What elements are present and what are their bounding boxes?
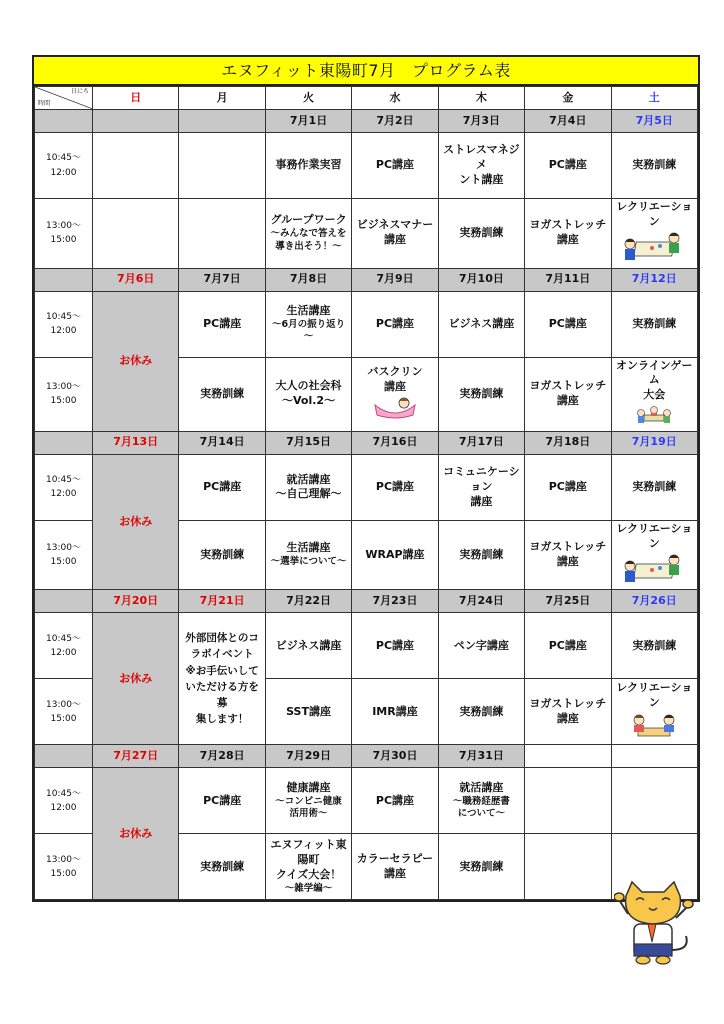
- program-cell: [93, 199, 179, 269]
- session-title: 実務訓練: [459, 386, 504, 400]
- corner-time-label: 時間: [38, 99, 51, 107]
- date-cell: 7月14日: [179, 431, 265, 454]
- time-slot-label: [35, 454, 93, 520]
- program-cell: [179, 199, 265, 269]
- program-cell: [438, 291, 524, 357]
- date-row-time-cell: [35, 431, 93, 454]
- date-cell: 7月27日: [93, 745, 179, 768]
- time-text: 15:00: [50, 868, 77, 879]
- time-slot-label: [35, 357, 93, 431]
- date-cell: 7月19日: [611, 431, 697, 454]
- program-cell: [611, 291, 697, 357]
- time-text: 12:00: [50, 647, 77, 658]
- rest-day-cell: お休み: [93, 613, 179, 745]
- time-slot-label: [35, 520, 93, 590]
- time-text: 15:00: [50, 557, 77, 568]
- session-note: ～6月の振り返り～: [271, 318, 346, 343]
- date-row: [35, 745, 698, 768]
- bath-icon: [354, 397, 435, 424]
- time-slot-row: [35, 613, 698, 679]
- program-cell: [265, 133, 351, 199]
- program-cell: [611, 679, 697, 745]
- game-icon: [614, 405, 695, 430]
- session-title: クイズ大会！: [275, 867, 342, 881]
- program-cell: [352, 133, 438, 199]
- session-title: 実務訓練: [200, 547, 245, 561]
- time-text: 13:00～: [46, 381, 81, 392]
- program-cell: [352, 291, 438, 357]
- session-title: 実務訓練: [632, 479, 677, 493]
- date-cell: 7月12日: [611, 268, 697, 291]
- session-title: PC講座: [375, 479, 415, 493]
- session-title: ～自己理解～: [275, 487, 342, 501]
- time-slot-label: [35, 613, 93, 679]
- program-cell: [611, 357, 697, 431]
- time-slot-label: [35, 199, 93, 269]
- session-title: PC講座: [375, 638, 415, 652]
- session-title: カラーセラピー: [356, 852, 434, 866]
- session-note: ～コンビニ健康: [275, 795, 342, 807]
- session-title: 大会: [643, 388, 666, 402]
- program-cell: [611, 520, 697, 590]
- program-cell: [525, 291, 611, 357]
- program-cell: [179, 768, 265, 834]
- program-cell: [352, 357, 438, 431]
- session-title: ビジネス講座: [448, 316, 515, 330]
- session-title: 就活講座: [286, 472, 331, 486]
- time-text: 15:00: [50, 713, 77, 724]
- session-title: PC講座: [375, 316, 415, 330]
- date-cell: 7月4日: [525, 110, 611, 133]
- date-cell: 7月2日: [352, 110, 438, 133]
- session-note: ～職務経歴書: [452, 795, 510, 807]
- program-cell: [265, 357, 351, 431]
- session-title: 就活講座: [459, 780, 504, 794]
- date-cell: 7月17日: [438, 431, 524, 454]
- session-title: ペン字講座: [453, 638, 509, 652]
- session-title: 講座: [383, 233, 406, 247]
- program-cell: [438, 199, 524, 269]
- program-cell: [525, 768, 611, 834]
- time-text: 10:45～: [46, 633, 81, 644]
- program-cell: [179, 357, 265, 431]
- program-cell: [352, 613, 438, 679]
- date-row-time-cell: [35, 110, 93, 133]
- time-text: 13:00～: [46, 542, 81, 553]
- time-slot-label: [35, 679, 93, 745]
- time-text: 12:00: [50, 802, 77, 813]
- session-title: PC講座: [548, 479, 587, 493]
- program-cell: [179, 834, 265, 900]
- date-cell: 7月25日: [525, 590, 611, 613]
- time-slot-label: [35, 291, 93, 357]
- date-cell: 7月1日: [265, 110, 351, 133]
- session-title: レクリエーション: [616, 521, 693, 550]
- session-title: 実務訓練: [459, 547, 504, 561]
- program-sheet: [32, 55, 700, 902]
- special-event-cell: [179, 613, 265, 745]
- program-cell: [438, 768, 524, 834]
- time-slot-row: [35, 454, 698, 520]
- session-title: 講座: [556, 394, 579, 408]
- session-note: ～雑学編～: [284, 882, 333, 894]
- date-cell: 7月15日: [265, 431, 351, 454]
- date-cell: 7月30日: [352, 745, 438, 768]
- session-title: ビジネスマナー: [356, 218, 434, 232]
- date-cell: 7月20日: [93, 590, 179, 613]
- time-text: 12:00: [50, 167, 77, 178]
- weekday-header: 日: [93, 87, 179, 110]
- program-cell: [265, 520, 351, 590]
- session-title: グループワーク: [270, 213, 347, 227]
- session-title: コミュニケーション: [443, 465, 520, 493]
- program-cell: [525, 357, 611, 431]
- date-cell: 7月7日: [179, 268, 265, 291]
- session-title: PC講座: [203, 316, 242, 330]
- session-title: 実務訓練: [632, 316, 677, 330]
- date-cell: [93, 110, 179, 133]
- time-text: 15:00: [50, 235, 77, 246]
- date-row: [35, 431, 698, 454]
- program-cell: [179, 520, 265, 590]
- time-text: 13:00～: [46, 699, 81, 710]
- date-cell: 7月13日: [93, 431, 179, 454]
- program-cell: [265, 679, 351, 745]
- program-cell: [179, 291, 265, 357]
- program-cell: [525, 199, 611, 269]
- program-cell: [438, 357, 524, 431]
- session-title: 実務訓練: [459, 859, 504, 873]
- session-title: 実務訓練: [459, 704, 504, 718]
- date-cell: 7月26日: [611, 590, 697, 613]
- rest-day-cell: お休み: [93, 768, 179, 900]
- session-title: 実務訓練: [200, 386, 245, 400]
- time-slot-label: [35, 133, 93, 199]
- session-title: PC講座: [203, 793, 242, 807]
- program-cell: [265, 768, 351, 834]
- date-row: [35, 590, 698, 613]
- program-cell: [525, 133, 611, 199]
- program-cell: [179, 133, 265, 199]
- program-cell: [438, 613, 524, 679]
- session-note: 活用術～: [289, 808, 328, 820]
- time-slot-label: [35, 768, 93, 834]
- program-cell: [438, 834, 524, 900]
- date-cell: 7月8日: [265, 268, 351, 291]
- session-title: 講座: [383, 379, 406, 393]
- program-cell: [352, 679, 438, 745]
- program-cell: [611, 199, 697, 269]
- session-title: 生活講座: [286, 541, 331, 555]
- session-title: ～Vol.2～: [282, 394, 336, 408]
- session-title: 講座: [470, 494, 493, 508]
- session-title: ビジネス講座: [275, 638, 342, 652]
- program-cell: [525, 613, 611, 679]
- date-cell: 7月22日: [265, 590, 351, 613]
- recreation-icon: [614, 232, 695, 267]
- session-title: 生活講座: [286, 303, 331, 317]
- boardgame-icon: [614, 712, 695, 743]
- date-cell: [179, 110, 265, 133]
- program-cell: [525, 834, 611, 900]
- date-row: [35, 268, 698, 291]
- session-note: ～みんなで答えを: [270, 227, 347, 239]
- corner-header-cell: [35, 87, 93, 110]
- program-cell: [265, 291, 351, 357]
- date-cell: 7月28日: [179, 745, 265, 768]
- program-cell: [352, 834, 438, 900]
- program-cell: [611, 613, 697, 679]
- program-cell: [265, 454, 351, 520]
- program-cell: [611, 454, 697, 520]
- time-slot-label: [35, 834, 93, 900]
- date-row-time-cell: [35, 268, 93, 291]
- time-text: 10:45～: [46, 475, 81, 486]
- session-title: SST講座: [286, 704, 331, 718]
- program-cell: [265, 199, 351, 269]
- time-text: 10:45～: [46, 311, 81, 322]
- session-title: ストレスマネジメ: [443, 143, 520, 172]
- time-text: 12:00: [50, 489, 77, 500]
- program-cell: [352, 454, 438, 520]
- program-cell: [611, 133, 697, 199]
- program-cell: [438, 679, 524, 745]
- event-text: 集します！: [195, 713, 249, 726]
- session-title: エヌフィット東陽町: [270, 838, 347, 867]
- recreation-icon: [614, 554, 695, 589]
- program-cell: [265, 613, 351, 679]
- date-row: [35, 110, 698, 133]
- weekday-header: 土: [611, 87, 697, 110]
- time-text: 10:45～: [46, 788, 81, 799]
- session-note: について～: [457, 808, 506, 820]
- event-text: いただける方を募: [185, 680, 259, 710]
- weekday-header: 金: [525, 87, 611, 110]
- session-title: 事務作業実習: [275, 158, 342, 172]
- session-title: 健康講座: [286, 780, 331, 794]
- program-cell: [93, 133, 179, 199]
- date-cell: 7月3日: [438, 110, 524, 133]
- session-title: ント講座: [459, 172, 504, 186]
- event-text: ラボイベント: [190, 648, 254, 661]
- session-note: ～選挙について～: [270, 556, 347, 568]
- program-cell: [352, 520, 438, 590]
- date-cell: 7月10日: [438, 268, 524, 291]
- program-cell: [525, 679, 611, 745]
- date-cell: [611, 745, 697, 768]
- session-title: PC講座: [375, 793, 415, 807]
- session-title: 講座: [383, 866, 406, 880]
- session-title: 実務訓練: [632, 158, 677, 172]
- session-title: ヨガストレッチ: [529, 540, 607, 554]
- time-text: 12:00: [50, 326, 77, 337]
- time-slot-row: [35, 133, 698, 199]
- session-title: 講座: [556, 555, 579, 569]
- program-cell: [265, 834, 351, 900]
- program-cell: [438, 133, 524, 199]
- weekday-header: 水: [352, 87, 438, 110]
- program-cell: [179, 454, 265, 520]
- session-title: ヨガストレッチ: [529, 379, 607, 393]
- time-text: 13:00～: [46, 854, 81, 865]
- weekday-header: 木: [438, 87, 524, 110]
- date-cell: 7月18日: [525, 431, 611, 454]
- time-text: 15:00: [50, 396, 77, 407]
- session-title: PC講座: [203, 479, 242, 493]
- date-cell: 7月24日: [438, 590, 524, 613]
- session-note: 導き出そう！～: [275, 240, 342, 252]
- time-slot-row: [35, 199, 698, 269]
- session-title: ヨガストレッチ: [529, 697, 607, 711]
- date-cell: 7月16日: [352, 431, 438, 454]
- session-title: PC講座: [548, 316, 587, 330]
- session-title: PC講座: [375, 158, 415, 172]
- time-text: 10:45～: [46, 153, 81, 164]
- program-cell: [438, 454, 524, 520]
- session-title: 大人の社会科: [275, 379, 342, 393]
- session-title: 実務訓練: [200, 859, 245, 873]
- program-cell: [352, 768, 438, 834]
- date-row-time-cell: [35, 590, 93, 613]
- date-row-time-cell: [35, 745, 93, 768]
- program-cell: [438, 520, 524, 590]
- session-title: IMR講座: [372, 704, 418, 718]
- date-cell: 7月5日: [611, 110, 697, 133]
- rest-day-cell: お休み: [93, 454, 179, 590]
- date-cell: [525, 745, 611, 768]
- program-cell: [525, 520, 611, 590]
- date-cell: 7月21日: [179, 590, 265, 613]
- session-title: 講座: [556, 711, 579, 725]
- session-title: オンラインゲーム: [616, 358, 693, 387]
- time-slot-row: [35, 291, 698, 357]
- date-cell: 7月29日: [265, 745, 351, 768]
- session-title: バスクリン: [367, 364, 423, 378]
- date-cell: 7月9日: [352, 268, 438, 291]
- session-title: WRAP講座: [365, 547, 425, 561]
- date-cell: 7月23日: [352, 590, 438, 613]
- date-cell: 7月31日: [438, 745, 524, 768]
- program-cell: [611, 768, 697, 834]
- session-title: 実務訓練: [632, 638, 677, 652]
- session-title: 講座: [556, 233, 579, 247]
- event-text: ※お手伝いして: [185, 664, 259, 677]
- weekday-header-row: [35, 87, 698, 110]
- session-title: PC講座: [548, 638, 587, 652]
- corner-day-label: 日にち: [70, 88, 89, 95]
- weekday-header: 火: [265, 87, 351, 110]
- program-cell: [352, 199, 438, 269]
- program-table: [34, 86, 698, 900]
- session-title: 実務訓練: [459, 225, 504, 239]
- date-cell: 7月6日: [93, 268, 179, 291]
- rest-day-cell: お休み: [93, 291, 179, 431]
- session-title: PC講座: [548, 158, 587, 172]
- time-slot-row: [35, 768, 698, 834]
- program-cell: [525, 454, 611, 520]
- date-cell: 7月11日: [525, 268, 611, 291]
- page-title: エヌフィット東陽町7月 プログラム表: [34, 57, 698, 86]
- event-text: 外部団体とのコ: [185, 632, 259, 645]
- cat-mascot-icon: [614, 880, 694, 970]
- session-title: レクリエーション: [616, 200, 693, 228]
- time-text: 13:00～: [46, 220, 81, 231]
- session-title: レクリエーション: [616, 680, 693, 709]
- weekday-header: 月: [179, 87, 265, 110]
- session-title: ヨガストレッチ: [529, 218, 607, 232]
